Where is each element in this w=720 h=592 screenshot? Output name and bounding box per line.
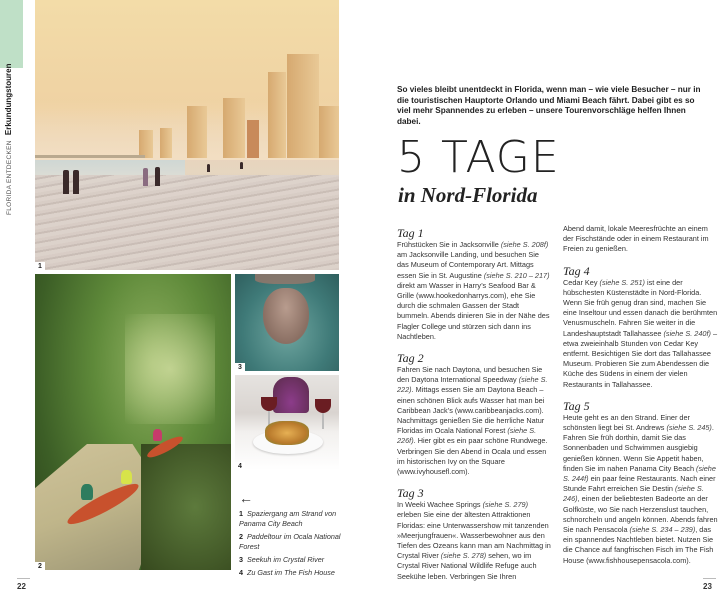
building [223,98,245,158]
day-section [397,487,552,582]
day-section [397,352,552,477]
building [187,106,207,158]
day-text: Heute geht es an den Strand. Einer der schönsten liegt bei St. Andrews (siehe S. 245). Fahren Sie früh dorthin, damit Sie das Sonnenbaden und Schwimmen ausgiebig genießen können. Wenn Sie Appetit haben, finden Sie im nahen Panama City Beach (siehe S. 244f) ein paar feine Restaurants. Nach einer Stunde Fahrt erreichen Sie Destin (siehe S. 246), einen der beliebtesten Badeorte an der Golfküste, wo Sie nach Herzenslust tauchen, schnorcheln und angeln können. Abends fahren Sie nach Pensacola (siehe S. 234 – 239), das ein spannendes Nachtleben bietet. Nutzen Sie die Chance auf fangfrischen Fisch im The Fish House (www.fishhousepensacola.com). [563,412,718,565]
building [160,128,172,158]
section-label-small: FLORIDA ENTDECKEN [6,140,13,215]
photo-number: 3 [235,363,245,371]
day-title: Tag 5 [563,398,590,413]
day-text: In Weeki Wachee Springs (siehe S. 279) erleben Sie eine der ältesten Attraktionen Floridas: eine Unterwassershow mit tanzenden »Meerjungfrauen«. Wasserbewohner aus den Tiefen des Ozeans kann man am Nachmittag in Crystal River (siehe S. 278) sehen, wo im Crystal River National Wildlife Refuge auch Seekühe leben. Verbringen Sie Ihren [397,500,551,581]
day-title: Tag 1 [397,226,424,240]
text-column-left [397,227,552,592]
building [247,120,259,158]
day-section-continued [563,224,718,255]
photo-number: 1 [35,262,45,270]
caption-item: 2 Paddeltour im Ocala National Forest [239,532,341,551]
wine-glass [315,399,331,413]
walker [63,170,69,194]
day-text: Cedar Key (siehe S. 251) ist eine der hübschesten Küstenstädte in Nord-Florida. Wenn Sie früh genug dran sind, machen Sie eine Inseltour und essen danach die berühmten Venusmuscheln. Fahren Sie weiter in die Landeshauptstadt Tallahassee (siehe S. 240f) – etwa zweieinhalb Stunden von Cedar Key entfernt. Besichtigen Sie dort das Tallahassee Museum. Probieren Sie zum Abendessen die Küche des Südens in einem der vielen Restaurants in Tallahassee. [563,277,718,389]
text-column-right [563,224,718,576]
building [319,106,339,158]
canopy-light [125,314,215,424]
day-section [563,400,718,566]
page-number-left: 22 [17,582,26,591]
pier [35,155,145,158]
intro-text: So vieles bleibt unentdeckt in Florida, wenn man – wie viele Besucher – nur in die touristischen Hauptorte Orlando und Miami Beach fährt. Dabei gibt es so viel mehr Spannendes zu erleben – unsere Tourenvorschläge helfen Ihnen dabei. [397,85,701,126]
day-text: Abend damit, lokale Meeresfrüchte an einem der Fischstände oder in einem Restaurant im Freien zu genießen. [563,224,709,254]
photo-canoe-ocala [35,274,231,570]
photo-captions [239,490,349,581]
day-section [563,265,718,390]
walker [73,170,79,194]
day-section [397,227,552,342]
walker [207,164,210,172]
building [139,130,153,158]
photo-number: 4 [235,462,245,470]
day-title: Tag 2 [397,351,424,366]
walker [240,162,243,169]
arrow-left-icon: ← [239,490,253,506]
food [265,421,309,445]
page-number-right: 23 [703,582,712,591]
photo-dinner [235,375,339,470]
day-text: Frühstücken Sie in Jacksonville (siehe S. 208f) am Jacksonville Landing, und besuchen Sie das Museum of Contemporary Art. Mittags essen Sie in St. Augustine (siehe S. 210 – 217) direkt am Wasser in Harry’s Seafood Bar & Grille (www.hookedonharrys.com), ehe Sie durch die schmalen Gassen der Stadt bummeln. Abends dinieren Sie in der Nähe des Flagler College und stürzen sich dann ins Nachtleben. [397,240,550,341]
day-title: Tag 3 [397,486,424,501]
caption-item: 1 Spaziergang am Strand von Panama City Beach [239,509,337,528]
section-color-tab [0,0,23,68]
manatee [263,288,309,344]
water-surface [255,274,315,284]
paddler [153,429,162,441]
day-title: Tag 4 [563,263,590,278]
caption-item: 4 Zu Gast im The Fish House [239,568,335,577]
wine-glass-stem [322,413,324,429]
page-subtitle: in Nord-Florida [398,183,538,207]
bush [141,444,231,570]
page-title: 5 TAGE [397,132,560,183]
day-text: Fahren Sie nach Daytona, und besuchen Sie den Daytona International Speedway (siehe S. 222). Mittags essen Sie am Daytona Beach – einen schönen Blick aufs Wasser hat man bei Caribbean Jack’s (www.caribbeanjacks.com). Nachmittags genießen Sie die herrliche Natur Floridas im Ocala National Forest (siehe S. 226f). Hier gibt es ein paar schöne Rundwege. Verbringen Sie den Abend in Ocala und essen im historischen Ivy on the Square (www.ivyhousefl.com). [397,365,548,477]
walker [155,167,160,186]
building [287,54,319,158]
section-label-title: Erkundungstouren [4,63,13,136]
photo-number: 2 [35,562,45,570]
diner [273,377,309,413]
walker [143,168,148,186]
paddler [81,484,93,500]
caption-item: 3 Seekuh im Crystal River [239,555,325,564]
paddler [121,470,132,484]
section-label [4,64,13,215]
photo-manatee [235,274,339,371]
photo-beach-panama-city [35,0,339,270]
sand [35,175,339,270]
building [268,72,286,158]
